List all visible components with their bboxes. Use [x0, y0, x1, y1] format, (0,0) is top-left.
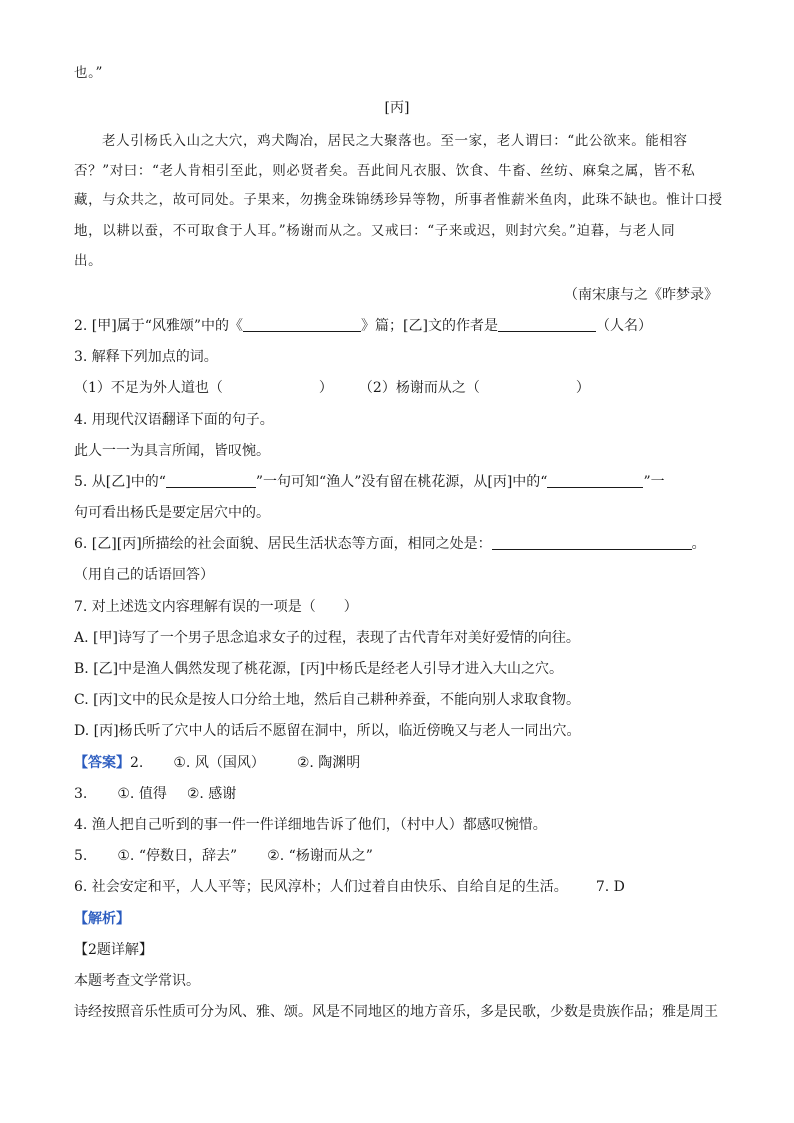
circled-number-1: ① — [117, 848, 130, 864]
answer-7: 7. D — [595, 879, 625, 895]
analysis-tag: 【解析】 — [74, 911, 130, 927]
passage-line-tail: 也。” — [74, 65, 103, 81]
question-2 — [74, 316, 652, 336]
answer-3-num: 3. — [74, 786, 88, 802]
passage-source: （南宋康与之《昨梦录》 — [564, 287, 718, 303]
option-a[interactable]: A. [甲]诗写了一个男子思念追求女子的过程，表现了古代青年对美好爱情的向往。 — [74, 630, 580, 646]
answer-blank[interactable] — [492, 535, 692, 550]
passage-line-5: 出。 — [74, 253, 103, 269]
answer-blank[interactable] — [166, 473, 256, 488]
question-5-text-a: 5. 从[乙]中的“ — [74, 474, 166, 490]
circled-number-2: ② — [186, 786, 200, 802]
analysis-line-1: 本题考查文学常识。 — [74, 973, 200, 989]
option-c[interactable]: C. [丙]文中的民众是按人口分给土地，然后自己耕种养蚕，不能向别人求取食物。 — [74, 692, 581, 708]
answer-2-part-2: . 陶渊明 — [309, 755, 361, 771]
answer-blank[interactable] — [498, 317, 596, 332]
answer-2-part-1: . 风（国风） — [185, 755, 265, 771]
answer-2-num: 2. — [130, 755, 144, 771]
question-4-sentence: 此人一一为具言所闻，皆叹惋。 — [74, 443, 270, 459]
question-3: 3. 解释下列加点的词。 — [74, 349, 218, 365]
answer-5 — [74, 846, 373, 866]
answer-blank[interactable] — [547, 473, 643, 488]
passage-line-3: 藏，与众共之，故可同处。子果来，勿携金珠锦绣珍异等物，所事者惟薪米鱼肉，此珠不缺也。惟计口授 — [74, 192, 723, 208]
passage-line-2: 否？”对曰：“老人肯相引至此，则必贤者矣。吾此间凡衣服、饮食、牛畜、丝纺、麻枲之属，皆不私 — [74, 163, 696, 179]
question-3-2-close: ） — [575, 380, 590, 396]
answer-3 — [74, 784, 236, 804]
analysis-subheading: 【2题详解】 — [74, 942, 153, 958]
analysis-line-2: 诗经按照音乐性质可分为风、雅、颂。风是不同地区的地方音乐，多是民歌，少数是贵族作品；雅是周王 — [74, 1004, 718, 1020]
answer-6: 6. 社会安定和平，人人平等；民风淳朴；人们过着自由快乐、自给自足的生活。 — [74, 879, 568, 895]
circled-number-1: ① — [117, 786, 130, 802]
answer-5-part-1: . “停数日，辞去” — [129, 848, 238, 864]
answer-3-part-2: . 感谢 — [199, 786, 237, 802]
passage-line-4: 地，以耕以蚕，不可取食于人耳。”杨谢而从之。又戒曰：“子来或迟，则封穴矣。”迫暮，与老人同 — [74, 223, 676, 239]
question-6-note: （用自己的话语回答） — [74, 567, 214, 583]
answer-2 — [74, 753, 360, 773]
question-2-text-b: 》篇；[乙]文的作者是 — [361, 318, 498, 334]
circled-number-2: ② — [267, 848, 280, 864]
question-5-text-b: ”一句可知“渔人”没有留在桃花源，从[丙]中的“ — [255, 474, 548, 490]
circled-number-2: ② — [296, 755, 310, 771]
answer-6-7 — [74, 877, 625, 897]
question-3-2-text: （2）杨谢而从之（ — [358, 380, 480, 396]
question-2-text-c: （人名） — [595, 318, 652, 334]
answer-4: 4. 渔人把自己听到的事一件一件详细地告诉了他们，（村中人）都感叹惋惜。 — [74, 817, 547, 833]
passage-line-1: 老人引杨氏入山之大穴，鸡犬陶冶，居民之大聚落也。至一家，老人谓曰：“此公欲来。能相容 — [102, 133, 688, 149]
option-b[interactable]: B. [乙]中是渔人偶然发现了桃花源，[丙]中杨氏是经老人引导才进入大山之穴。 — [74, 661, 564, 677]
option-d[interactable]: D. [丙]杨氏听了穴中人的话后不愿留在洞中，所以，临近傍晚又与老人一同出穴。 — [74, 723, 581, 739]
question-4: 4. 用现代汉语翻译下面的句子。 — [74, 412, 274, 428]
question-5-text-c: ”一 — [643, 474, 665, 490]
question-2-text-a: 2. [甲]属于“风雅颂”中的《 — [74, 318, 244, 334]
answer-5-num: 5. — [74, 848, 88, 864]
question-5-cont: 句可看出杨氏是要定居穴中的。 — [74, 505, 270, 521]
question-6 — [74, 534, 706, 554]
question-5 — [74, 472, 665, 492]
question-6-text: 6. [乙][丙]所描绘的社会面貌、居民生活状态等方面，相同之处是： — [74, 536, 492, 552]
question-3-1-text: （1）不足为外人道也（ — [74, 380, 223, 396]
answer-blank[interactable] — [243, 317, 361, 332]
question-7: 7. 对上述选文内容理解有误的一项是（ ） — [74, 599, 358, 615]
circled-number-1: ① — [173, 755, 186, 771]
question-3-items — [74, 378, 590, 398]
answer-5-part-2: . “杨谢而从之” — [279, 848, 373, 864]
passage-label-bing: [丙] — [384, 100, 410, 116]
answer-3-part-1: . 值得 — [129, 786, 167, 802]
question-3-1-close: ） — [318, 380, 333, 396]
question-6-end: 。 — [691, 536, 706, 552]
answer-tag: 【答案】 — [74, 755, 130, 771]
